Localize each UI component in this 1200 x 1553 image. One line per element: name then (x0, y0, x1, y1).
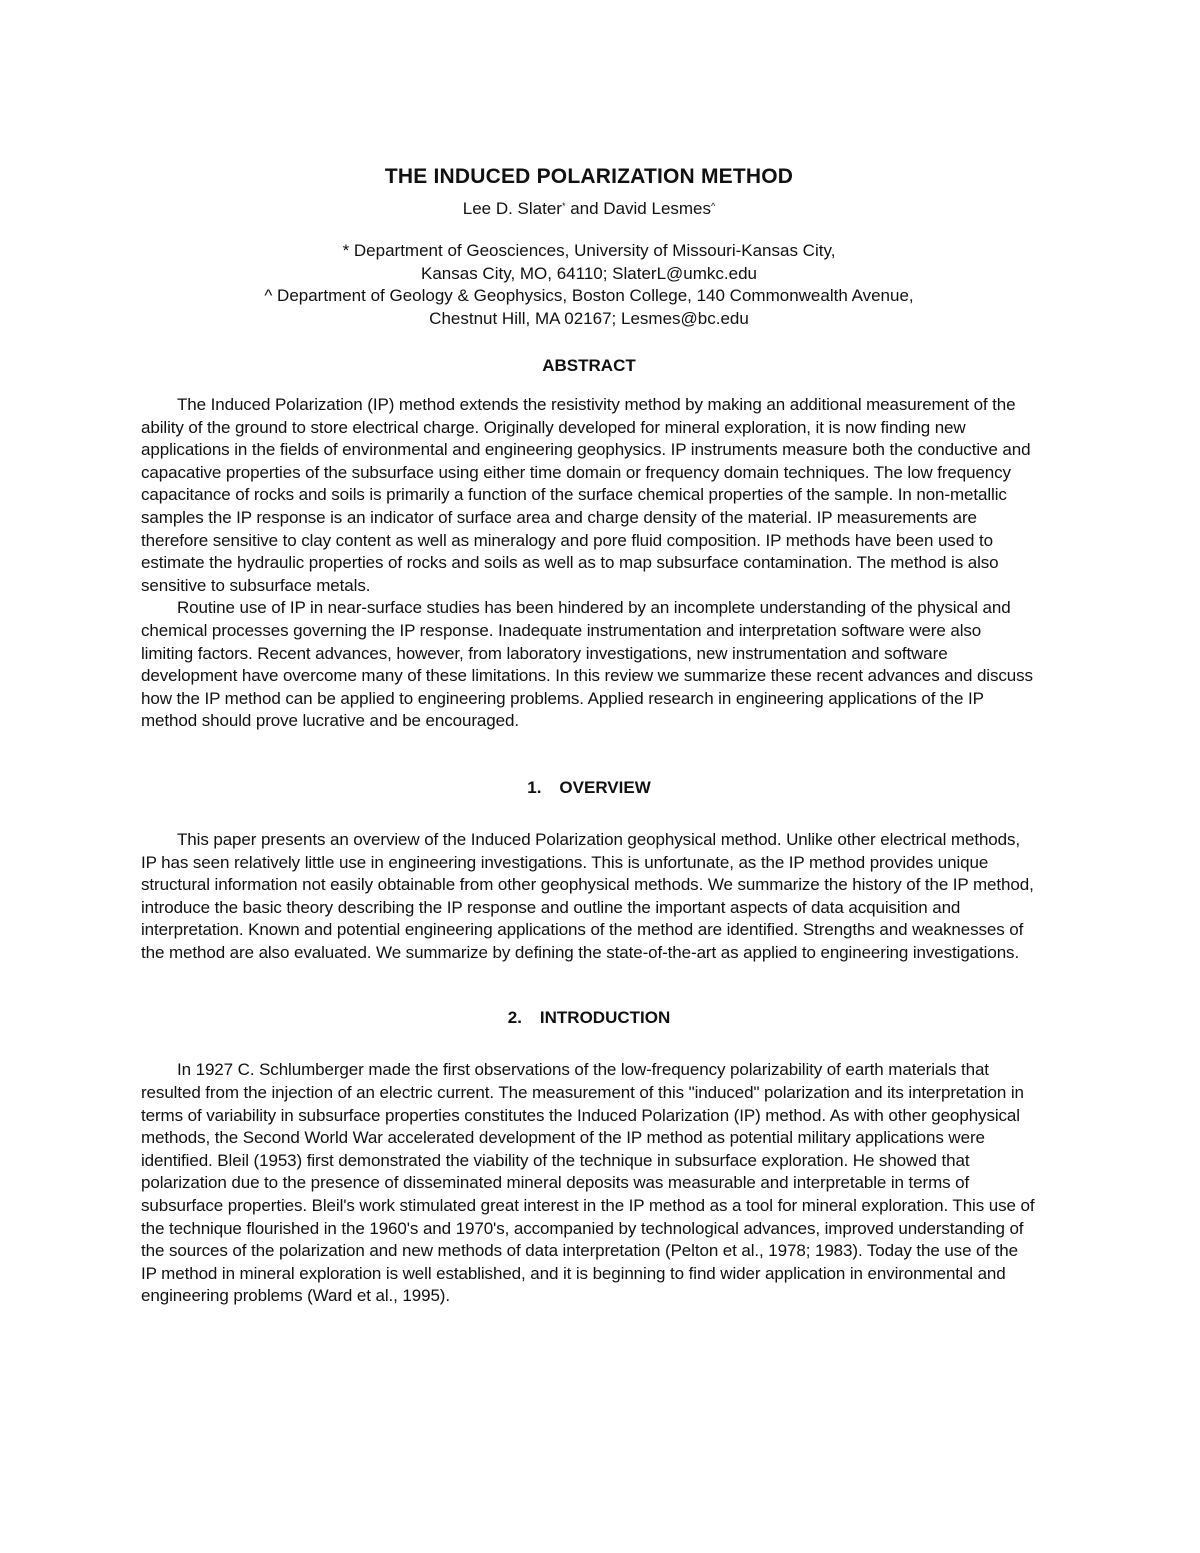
introduction-paragraph: In 1927 C. Schlumberger made the first observations of the low-frequency polarizability of earth materials that resulted from the injection of an electric current. The measurement of this "induced" polarization and its interpretation in terms of variability in subsurface properties constitutes the Induced Polarization (IP) method. As with other geophysical methods, the Second World War accelerated development of the IP method as potential military applications were identified. Bleil (1953) first demonstrated the viability of the technique in subsurface exploration. He showed that polarization due to the presence of disseminated mineral deposits was measurable and interpretable in terms of subsurface properties. Bleil's work stimulated great interest in the IP method as a tool for mineral exploration. This use of the technique flourished in the 1960's and 1970's, accompanied by technological advances, improved understanding of the sources of the polarization and new methods of data interpretation (Pelton et al., 1978; 1983). Today the use of the IP method in mineral exploration is well established, and it is beginning to find wider application in environmental and engineering problems (Ward et al., 1995). (141, 1060, 1035, 1306)
affiliation-line: ^ Department of Geology & Geophysics, Boston College, 140 Commonwealth Avenue, (264, 286, 914, 305)
author-line (141, 198, 1037, 220)
abstract-paragraph: The Induced Polarization (IP) method extends the resistivity method by making an additional measurement of the ability of the ground to store electrical charge. Originally developed for mineral exploration, it is now finding new applications in the fields of environmental and engineering geophysics. IP instruments measure both the conductive and capacative properties of the subsurface using either time domain or frequency domain techniques. The low frequency capacitance of rocks and soils is primarily a function of the surface chemical properties of the sample. In non-metallic samples the IP response is an indicator of surface area and charge density of the material. IP measurements are therefore sensitive to clay content as well as mineralogy and pore fluid composition. IP methods have been used to estimate the hydraulic properties of rocks and soils as well as to map subsurface contamination. The method is also sensitive to subsurface metals. (141, 395, 1031, 595)
section-heading-introduction (141, 1007, 1037, 1029)
affiliation-line: Kansas City, MO, 64110; SlaterL@umkc.edu (421, 263, 757, 283)
affiliation-line: Chestnut Hill, MA 02167; Lesmes@bc.edu (429, 308, 749, 328)
section-number: 2. (507, 1008, 522, 1028)
author-name: David Lesmes (603, 199, 712, 218)
section-title: OVERVIEW (559, 777, 651, 797)
section-title: INTRODUCTION (539, 1008, 671, 1028)
abstract-paragraph: Routine use of IP in near-surface studies has been hindered by an incomplete understanding of the physical and chemical processes governing the IP response. Inadequate instrumentation and interpretation software were also limiting factors. Recent advances, however, from laboratory investigations, new instrumentation and software development have overcome many of these limitations. In this review we summarize these recent advances and discuss how the IP method can be applied to engineering problems. Applied research in engineering applications of the IP method should prove lucrative and be encouraged. (141, 598, 1033, 731)
section-number: 1. (527, 777, 542, 797)
overview-paragraph: This paper presents an overview of the Induced Polarization geophysical method. Unlike other electrical methods, IP has seen relatively little use in engineering investigations. This is unfortunate, as the IP method provides unique structural information not easily obtainable from other geophysical methods. We summarize the history of the IP method, introduce the basic theory describing the IP response and outline the important aspects of data acquisition and interpretation. Known and potential engineering applications of the method are identified. Strengths and weaknesses of the method are also evaluated. We summarize by defining the state-of-the-art as applied to engineering investigations. (141, 829, 1034, 962)
author-name: Lee D. Slater (462, 199, 562, 218)
abstract-heading: ABSTRACT (542, 356, 636, 375)
paper-page (141, 160, 1037, 1308)
affiliations (141, 240, 1037, 330)
section-heading-overview (141, 777, 1037, 799)
author-connector: and (565, 199, 604, 218)
paper-title: THE INDUCED POLARIZATION METHOD (384, 165, 794, 188)
affiliation-line: * Department of Geosciences, University of Missouri-Kansas City, (342, 241, 836, 260)
author-affiliation-mark: * (561, 201, 566, 211)
author-affiliation-mark: ^ (711, 201, 716, 211)
